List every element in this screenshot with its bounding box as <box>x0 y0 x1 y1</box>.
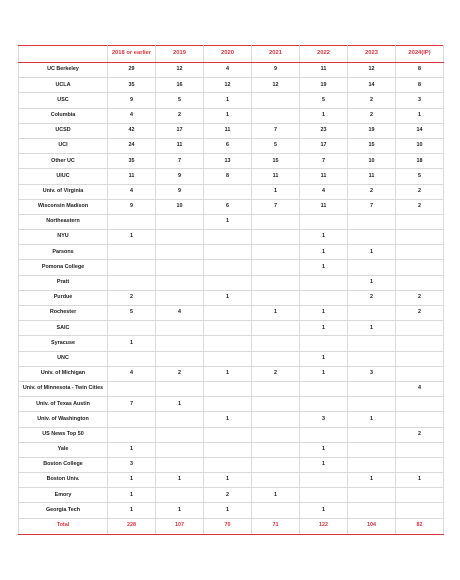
count-cell: 17 <box>300 138 348 153</box>
count-cell <box>252 93 300 108</box>
table-row <box>19 230 444 245</box>
count-cell: 1 <box>348 321 396 336</box>
count-cell: 1 <box>348 275 396 290</box>
count-cell <box>300 427 348 442</box>
count-cell <box>396 503 444 518</box>
count-cell: 2 <box>348 108 396 123</box>
count-cell: 1 <box>108 503 156 518</box>
count-cell: 3 <box>300 412 348 427</box>
count-cell: 15 <box>252 154 300 169</box>
count-cell: 2 <box>348 184 396 199</box>
count-cell: 12 <box>348 63 396 78</box>
count-cell <box>204 260 252 275</box>
count-cell: 1 <box>108 230 156 245</box>
school-name-cell: Pratt <box>19 275 108 290</box>
count-cell: 14 <box>396 123 444 138</box>
header-cell-year: 2021 <box>252 46 300 63</box>
school-name-cell: Pomona College <box>19 260 108 275</box>
count-cell: 6 <box>204 199 252 214</box>
count-cell <box>396 336 444 351</box>
count-cell <box>252 290 300 305</box>
count-cell: 12 <box>252 78 300 93</box>
count-cell: 8 <box>204 169 252 184</box>
count-cell: 9 <box>252 63 300 78</box>
count-cell: 19 <box>300 78 348 93</box>
count-cell: 1 <box>204 473 252 488</box>
count-cell: 4 <box>108 366 156 381</box>
table-row <box>19 63 444 78</box>
total-count-cell: 70 <box>204 518 252 534</box>
count-cell <box>252 397 300 412</box>
count-cell: 1 <box>204 412 252 427</box>
count-cell <box>156 245 204 260</box>
count-cell <box>108 351 156 366</box>
table-row <box>19 184 444 199</box>
count-cell <box>396 442 444 457</box>
count-cell: 3 <box>348 366 396 381</box>
table-row <box>19 260 444 275</box>
count-cell <box>252 351 300 366</box>
count-cell: 1 <box>252 306 300 321</box>
count-cell <box>204 336 252 351</box>
header-cell-year: 2019 <box>156 46 204 63</box>
count-cell: 10 <box>348 154 396 169</box>
table-row <box>19 214 444 229</box>
count-cell: 1 <box>108 442 156 457</box>
count-cell <box>252 427 300 442</box>
count-cell: 1 <box>348 245 396 260</box>
school-name-cell: UCSD <box>19 123 108 138</box>
count-cell <box>348 381 396 396</box>
count-cell <box>204 306 252 321</box>
count-cell: 1 <box>108 488 156 503</box>
count-cell <box>204 321 252 336</box>
count-cell: 14 <box>348 78 396 93</box>
count-cell <box>252 245 300 260</box>
count-cell <box>300 488 348 503</box>
count-cell <box>252 108 300 123</box>
count-cell <box>108 427 156 442</box>
school-name-cell: Parsons <box>19 245 108 260</box>
count-cell: 11 <box>348 169 396 184</box>
count-cell <box>252 321 300 336</box>
count-cell <box>300 381 348 396</box>
count-cell <box>204 245 252 260</box>
count-cell <box>348 260 396 275</box>
count-cell: 5 <box>300 93 348 108</box>
count-cell: 2 <box>396 199 444 214</box>
header-cell-year: 2022 <box>300 46 348 63</box>
table-row <box>19 321 444 336</box>
count-cell: 1 <box>348 473 396 488</box>
count-cell: 16 <box>156 78 204 93</box>
count-cell <box>396 397 444 412</box>
count-cell: 10 <box>156 199 204 214</box>
count-cell: 24 <box>108 138 156 153</box>
count-cell <box>108 245 156 260</box>
count-cell <box>252 473 300 488</box>
count-cell <box>204 442 252 457</box>
count-cell: 1 <box>396 108 444 123</box>
count-cell <box>348 214 396 229</box>
count-cell <box>252 214 300 229</box>
count-cell <box>300 275 348 290</box>
count-cell: 1 <box>204 214 252 229</box>
school-name-cell: Univ. of Minnesota - Twin Cities <box>19 381 108 396</box>
count-cell: 1 <box>204 108 252 123</box>
count-cell: 1 <box>300 457 348 472</box>
count-cell: 3 <box>396 93 444 108</box>
count-cell <box>252 381 300 396</box>
count-cell: 1 <box>300 366 348 381</box>
count-cell <box>348 427 396 442</box>
count-cell: 15 <box>348 138 396 153</box>
count-cell <box>396 366 444 381</box>
count-cell: 11 <box>156 138 204 153</box>
count-cell: 7 <box>300 154 348 169</box>
count-cell: 1 <box>300 321 348 336</box>
count-cell <box>348 442 396 457</box>
count-cell <box>156 442 204 457</box>
table-row <box>19 351 444 366</box>
count-cell: 11 <box>300 199 348 214</box>
count-cell: 35 <box>108 154 156 169</box>
count-cell: 1 <box>348 412 396 427</box>
count-cell <box>252 336 300 351</box>
count-cell: 1 <box>204 366 252 381</box>
table-row <box>19 488 444 503</box>
count-cell: 2 <box>252 366 300 381</box>
count-cell <box>348 351 396 366</box>
count-cell <box>156 260 204 275</box>
count-cell: 2 <box>108 290 156 305</box>
count-cell: 8 <box>396 78 444 93</box>
table-row <box>19 336 444 351</box>
table-row <box>19 397 444 412</box>
count-cell: 7 <box>252 199 300 214</box>
school-name-cell: USC <box>19 93 108 108</box>
table-row <box>19 503 444 518</box>
count-cell: 19 <box>348 123 396 138</box>
school-name-cell: UCLA <box>19 78 108 93</box>
count-cell: 11 <box>300 169 348 184</box>
count-cell <box>396 321 444 336</box>
count-cell <box>396 230 444 245</box>
count-cell: 11 <box>252 169 300 184</box>
table-row <box>19 427 444 442</box>
count-cell <box>396 457 444 472</box>
count-cell: 11 <box>204 123 252 138</box>
table-row <box>19 412 444 427</box>
school-name-cell: UCI <box>19 138 108 153</box>
count-cell <box>348 230 396 245</box>
count-cell: 1 <box>156 503 204 518</box>
total-count-cell: 122 <box>300 518 348 534</box>
count-cell: 2 <box>348 93 396 108</box>
count-cell <box>348 336 396 351</box>
count-cell: 2 <box>396 306 444 321</box>
count-cell: 2 <box>396 427 444 442</box>
school-name-cell: Yale <box>19 442 108 457</box>
count-cell <box>300 473 348 488</box>
count-cell <box>252 412 300 427</box>
count-cell <box>204 275 252 290</box>
count-cell <box>108 260 156 275</box>
table-row <box>19 93 444 108</box>
header-cell-year: 2018 or earlier <box>108 46 156 63</box>
count-cell: 4 <box>156 306 204 321</box>
school-name-cell: Syracuse <box>19 336 108 351</box>
table-row <box>19 108 444 123</box>
school-name-cell: Univ. of Virginia <box>19 184 108 199</box>
school-name-cell: Other UC <box>19 154 108 169</box>
school-name-cell: Purdue <box>19 290 108 305</box>
count-cell <box>300 290 348 305</box>
count-cell: 23 <box>300 123 348 138</box>
table-row <box>19 442 444 457</box>
count-cell: 5 <box>252 138 300 153</box>
admissions-table <box>18 45 444 535</box>
school-name-cell: US News Top 50 <box>19 427 108 442</box>
count-cell <box>108 381 156 396</box>
count-cell <box>252 275 300 290</box>
count-cell: 2 <box>348 290 396 305</box>
count-cell: 5 <box>156 93 204 108</box>
count-cell: 7 <box>252 123 300 138</box>
count-cell: 42 <box>108 123 156 138</box>
count-cell <box>300 214 348 229</box>
count-cell: 2 <box>204 488 252 503</box>
header-cell-school <box>19 46 108 63</box>
count-cell <box>156 351 204 366</box>
count-cell <box>300 397 348 412</box>
total-count-cell: 82 <box>396 518 444 534</box>
school-name-cell: Wisconsin Madison <box>19 199 108 214</box>
count-cell: 4 <box>396 381 444 396</box>
count-cell <box>252 260 300 275</box>
count-cell <box>348 503 396 518</box>
count-cell: 12 <box>204 78 252 93</box>
count-cell <box>156 214 204 229</box>
count-cell: 13 <box>204 154 252 169</box>
count-cell <box>156 336 204 351</box>
table-row <box>19 457 444 472</box>
count-cell: 2 <box>396 290 444 305</box>
table-row <box>19 78 444 93</box>
total-count-cell: 104 <box>348 518 396 534</box>
count-cell <box>396 214 444 229</box>
count-cell: 2 <box>156 366 204 381</box>
count-cell: 1 <box>300 351 348 366</box>
count-cell: 5 <box>396 169 444 184</box>
header-cell-year: 2024(IP) <box>396 46 444 63</box>
count-cell: 1 <box>300 108 348 123</box>
count-cell: 1 <box>204 93 252 108</box>
school-name-cell: Rochester <box>19 306 108 321</box>
table-row <box>19 473 444 488</box>
total-count-cell: 107 <box>156 518 204 534</box>
table-row <box>19 290 444 305</box>
total-count-cell: 228 <box>108 518 156 534</box>
table-row <box>19 306 444 321</box>
table-header <box>19 46 444 63</box>
table-body <box>19 63 444 535</box>
count-cell: 7 <box>108 397 156 412</box>
count-cell <box>396 412 444 427</box>
table-row <box>19 123 444 138</box>
count-cell <box>204 397 252 412</box>
count-cell: 4 <box>108 108 156 123</box>
count-cell: 2 <box>396 184 444 199</box>
count-cell: 1 <box>300 230 348 245</box>
count-cell <box>348 397 396 412</box>
school-name-cell: Univ. of Michigan <box>19 366 108 381</box>
school-name-cell: UIUC <box>19 169 108 184</box>
count-cell: 4 <box>300 184 348 199</box>
table-row <box>19 199 444 214</box>
header-row <box>19 46 444 63</box>
count-cell: 1 <box>300 503 348 518</box>
count-cell <box>156 457 204 472</box>
school-name-cell: Boston Univ. <box>19 473 108 488</box>
count-cell: 1 <box>252 184 300 199</box>
count-cell: 18 <box>396 154 444 169</box>
count-cell: 17 <box>156 123 204 138</box>
count-cell <box>108 275 156 290</box>
table-row <box>19 275 444 290</box>
count-cell <box>204 184 252 199</box>
count-cell <box>252 230 300 245</box>
count-cell: 1 <box>300 260 348 275</box>
table-row <box>19 138 444 153</box>
count-cell <box>252 442 300 457</box>
count-cell: 6 <box>204 138 252 153</box>
total-count-cell: 71 <box>252 518 300 534</box>
count-cell: 8 <box>396 63 444 78</box>
count-cell: 9 <box>108 93 156 108</box>
school-name-cell: Georgia Tech <box>19 503 108 518</box>
table-row <box>19 245 444 260</box>
count-cell <box>156 381 204 396</box>
count-cell <box>348 488 396 503</box>
count-cell <box>204 351 252 366</box>
count-cell <box>252 503 300 518</box>
count-cell: 1 <box>300 245 348 260</box>
count-cell: 11 <box>108 169 156 184</box>
count-cell: 2 <box>156 108 204 123</box>
count-cell: 1 <box>204 503 252 518</box>
count-cell <box>300 336 348 351</box>
count-cell: 4 <box>108 184 156 199</box>
count-cell <box>396 488 444 503</box>
count-cell: 12 <box>156 63 204 78</box>
header-cell-year: 2023 <box>348 46 396 63</box>
count-cell: 5 <box>108 306 156 321</box>
count-cell <box>156 275 204 290</box>
school-name-cell: Emory <box>19 488 108 503</box>
count-cell: 1 <box>396 473 444 488</box>
table-row <box>19 154 444 169</box>
table-row <box>19 169 444 184</box>
count-cell: 1 <box>108 336 156 351</box>
admissions-table-container <box>18 45 441 535</box>
school-name-cell: Columbia <box>19 108 108 123</box>
school-name-cell: NYU <box>19 230 108 245</box>
count-cell: 3 <box>108 457 156 472</box>
school-name-cell: Northeastern <box>19 214 108 229</box>
count-cell <box>204 427 252 442</box>
count-cell <box>396 245 444 260</box>
count-cell <box>108 321 156 336</box>
count-cell: 7 <box>156 154 204 169</box>
count-cell <box>108 214 156 229</box>
count-cell <box>204 230 252 245</box>
school-name-cell: Univ. of Texas Austin <box>19 397 108 412</box>
count-cell: 7 <box>348 199 396 214</box>
count-cell <box>348 457 396 472</box>
count-cell: 4 <box>204 63 252 78</box>
count-cell: 10 <box>396 138 444 153</box>
count-cell: 1 <box>156 473 204 488</box>
count-cell <box>156 427 204 442</box>
count-cell <box>396 260 444 275</box>
count-cell: 1 <box>300 306 348 321</box>
count-cell: 9 <box>108 199 156 214</box>
count-cell: 1 <box>156 397 204 412</box>
count-cell <box>108 412 156 427</box>
count-cell: 1 <box>300 442 348 457</box>
count-cell <box>156 290 204 305</box>
count-cell <box>204 457 252 472</box>
count-cell: 1 <box>108 473 156 488</box>
table-row <box>19 366 444 381</box>
count-cell: 9 <box>156 169 204 184</box>
table-row <box>19 381 444 396</box>
count-cell <box>156 412 204 427</box>
count-cell <box>156 230 204 245</box>
count-cell <box>396 275 444 290</box>
count-cell: 35 <box>108 78 156 93</box>
header-cell-year: 2020 <box>204 46 252 63</box>
count-cell: 11 <box>300 63 348 78</box>
count-cell: 29 <box>108 63 156 78</box>
count-cell: 1 <box>204 290 252 305</box>
school-name-cell: SAIC <box>19 321 108 336</box>
count-cell <box>156 488 204 503</box>
count-cell <box>204 381 252 396</box>
count-cell <box>252 457 300 472</box>
count-cell <box>348 306 396 321</box>
school-name-cell: UNC <box>19 351 108 366</box>
total-label-cell: Total <box>19 518 108 534</box>
count-cell <box>156 321 204 336</box>
school-name-cell: Univ. of Washington <box>19 412 108 427</box>
total-row <box>19 518 444 534</box>
count-cell <box>396 351 444 366</box>
school-name-cell: Boston College <box>19 457 108 472</box>
school-name-cell: UC Berkeley <box>19 63 108 78</box>
count-cell: 1 <box>252 488 300 503</box>
count-cell: 9 <box>156 184 204 199</box>
